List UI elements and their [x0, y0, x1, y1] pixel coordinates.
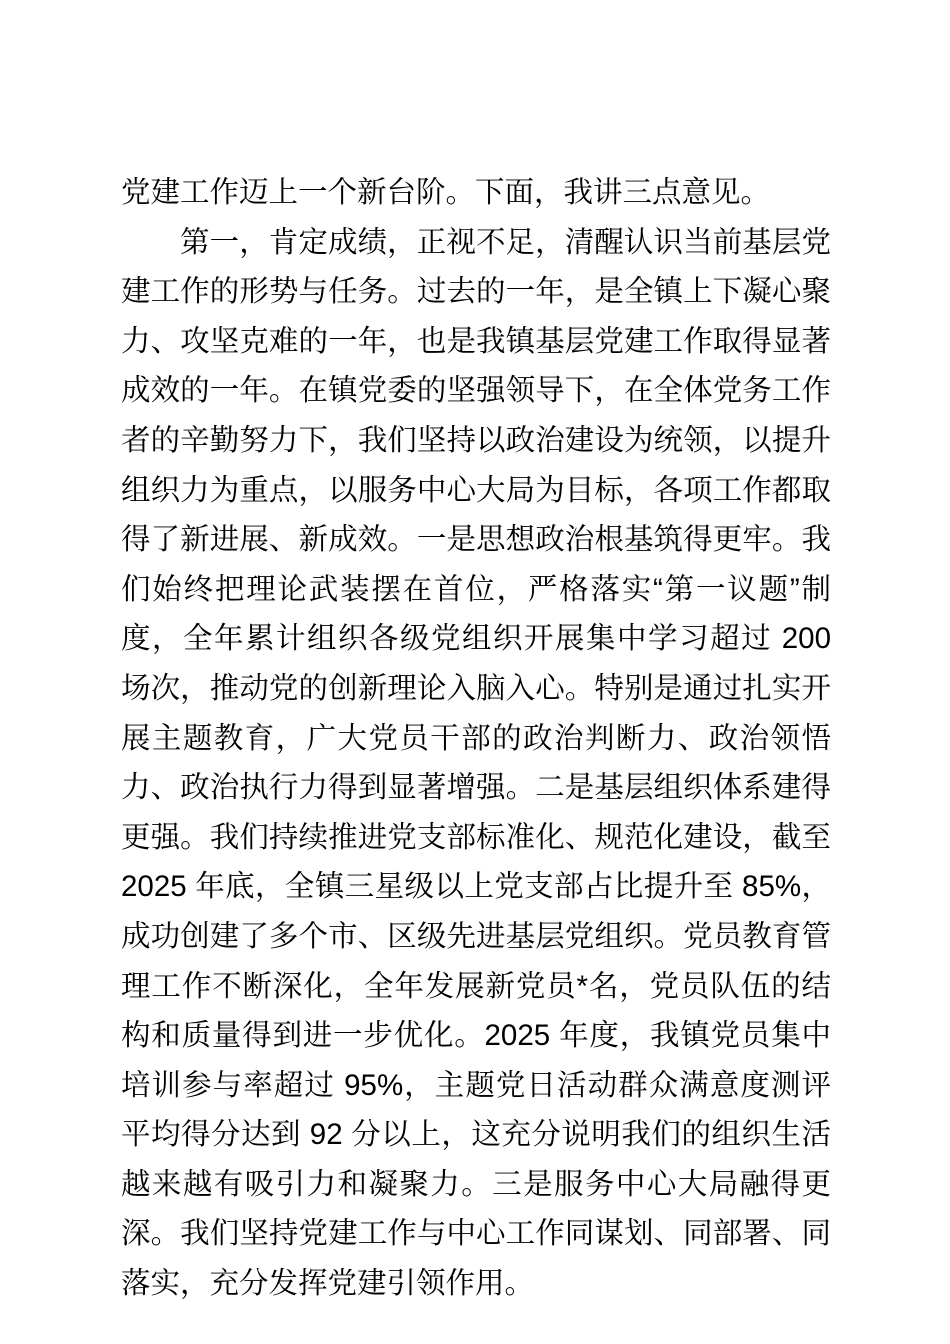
paragraph-point-one: 第一，肯定成绩，正视不足，清醒认识当前基层党建工作的形势与任务。过去的一年，是全镇上下凝心聚力、攻坚克难的一年，也是我镇基层党建工作取得显著成效的一年。在镇党委的坚强领导下，在全体党务工作者的辛勤努力下，我们坚持以政治建设为统领，以提升组织力为重点，以服务中心大局为目标，各项工作都取得了新进展、新成效。一是思想政治根基筑得更牢。我们始终把理论武装摆在首位，严格落实“第一议题”制度，全年累计组织各级党组织开展集中学习超过 200 场次，推动党的创新理论入脑入心。特别是通过扎实开展主题教育，广大党员干部的政治判断力、政治领悟力、政治执行力得到显著增强。二是基层组织体系建得更强。我们持续推进党支部标准化、规范化建设，截至 2025 年底，全镇三星级以上党支部占比提升至 85%，成功创建了多个市、区级先进基层党组织。党员教育管理工作不断深化，全年发展新党员*名，党员队伍的结构和质量得到进一步优化。2025 年度，我镇党员集中培训参与率超过 95%，主题党日活动群众满意度测评平均得分达到 92 分以上，这充分说明我们的组织生活越来越有吸引力和凝聚力。三是服务中心大局融得更深。我们坚持党建工作与中心工作同谋划、同部署、同落实，充分发挥党建引领作用。: [121, 225, 831, 1301]
paragraph-continuation: 党建工作迈上一个新台阶。下面，我讲三点意见。: [121, 176, 771, 209]
document-text-body: [121, 168, 831, 1309]
